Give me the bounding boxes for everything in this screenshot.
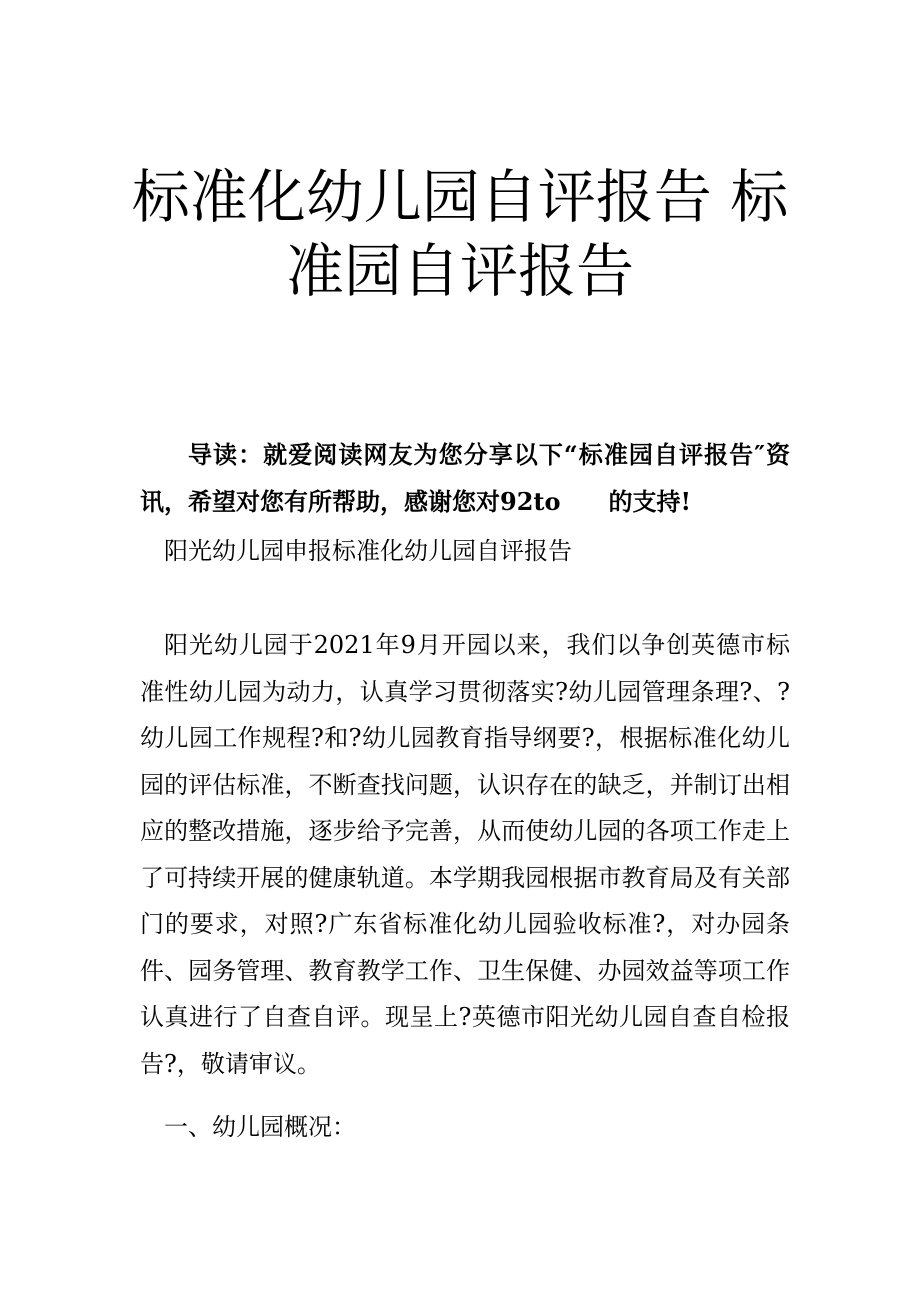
section-heading: 一、幼儿园概况： <box>164 1113 356 1141</box>
intro-paragraph <box>140 432 790 525</box>
body-paragraph: 阳光幼儿园于2021年9月开园以来，我们以争创英德市标准性幼儿园为动力，认真学习贯彻落实?幼儿园管理条理?、?幼儿园工作规程?和?幼儿园教育指导纲要?，根据标准化幼儿园的评估标准，不断查找问题，认识存在的缺乏，并制订出相应的整改措施，逐步给予完善，从而使幼儿园的各项工作走上了可持续开展的健康轨道。本学期我园根据市教育局及有关部门的要求，对照?广东省标准化幼儿园验收标准?，对办园条件、园务管理、教育教学工作、卫生保健、办园效益等项工作认真进行了自查自评。现呈上?英德市阳光幼儿园自查自检报告?，敬请审议。 <box>140 631 790 1078</box>
document-title: 标准化幼儿园自评报告 标准园自评报告 <box>131 163 789 305</box>
intro-text: 导读：就爱阅读网友为您分享以下“标准园自评报告″资讯，希望对您有所帮助，感谢您对 <box>140 440 790 516</box>
report-subtitle: 阳光幼儿园申报标准化幼儿园自评报告 <box>164 537 572 565</box>
site-name: 92to <box>500 486 561 516</box>
intro-closing: 的支持! <box>608 486 692 516</box>
